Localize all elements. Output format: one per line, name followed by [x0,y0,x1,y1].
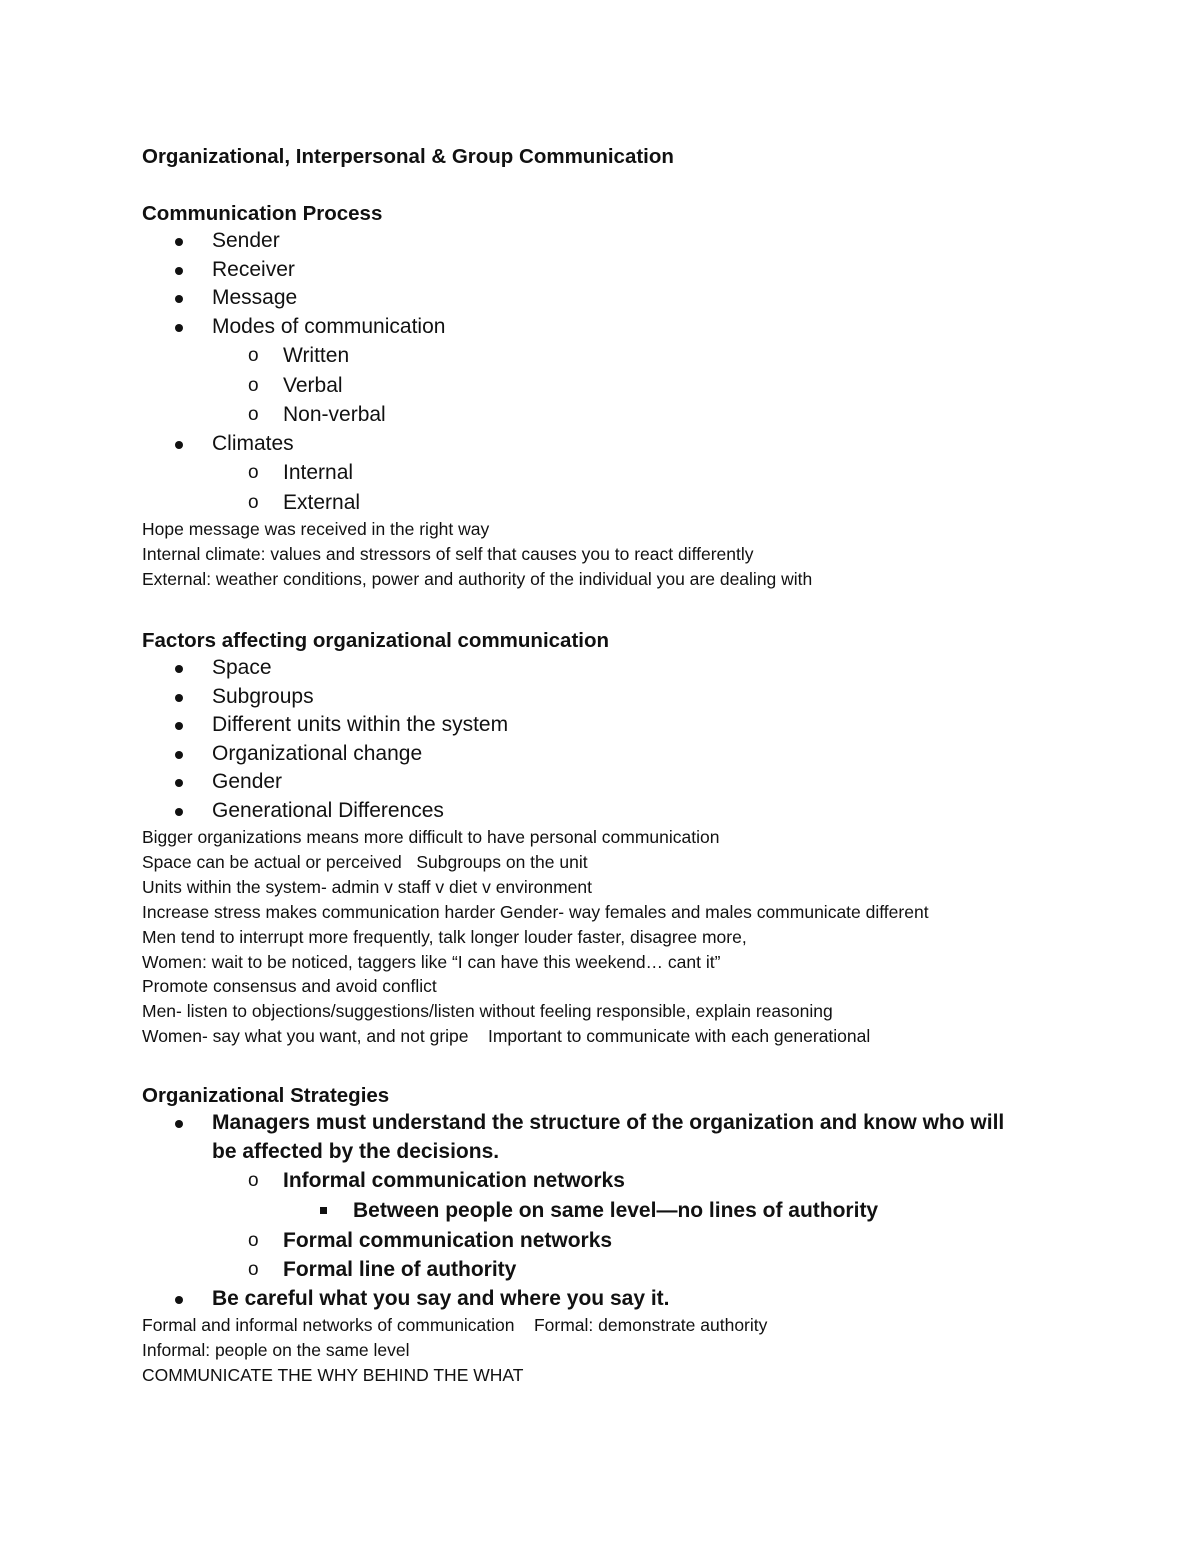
subsub-list [142,1196,1042,1226]
circle-bullet-icon: o [248,404,259,425]
bullet-icon [175,694,183,702]
subsub-list-item [142,1196,1042,1226]
note-line: Bigger organizations means more difficult to have personal communication [142,827,720,847]
list-item [142,683,1042,712]
note-line: Men tend to interrupt more frequently, talk longer louder faster, disagree more, [142,926,747,947]
bullet-list [142,654,1042,825]
document-title: Organizational, Interpersonal & Group Communication [142,145,674,168]
note-line: Increase stress makes communication harder Gender- way females and males communicate different [142,901,929,922]
list-item-label: Message [212,286,298,309]
sub-list-item [142,458,1042,488]
bullet-icon [175,665,183,673]
circle-bullet-icon: o [248,1170,259,1191]
circle-bullet-icon: o [248,345,259,366]
note-line: Women- say what you want, and not gripe Important to communicate with each generational [142,1026,871,1047]
sub-list-item-label: Formal line of authority [283,1258,517,1281]
notes-block [142,1313,1042,1388]
sub-list [142,1166,1042,1196]
bullet-icon [175,295,183,303]
bullet-list [142,430,1042,459]
section-heading: Communication Process [142,202,383,225]
list-item [142,740,1042,769]
note-line: Internal climate: values and stressors of self that causes you to react differently [142,543,754,564]
sub-list [142,341,1042,430]
list-item-label: Subgroups [212,684,314,708]
square-bullet-icon [320,1207,327,1214]
sub-list-item-label: Written [283,344,350,367]
list-item-label: Climates [212,431,294,455]
bullet-icon [175,1296,183,1304]
sub-list-item [142,1226,1042,1256]
note-line: Units within the system- admin v staff v diet v environment [142,876,592,897]
note-line: Informal: people on the same level [142,1339,410,1360]
note-line: External: weather conditions, power and authority of the individual you are dealing with [142,568,813,589]
sub-list-item-label: Formal communication networks [283,1228,613,1252]
list-item [142,654,1042,683]
bullet-list [142,1285,1042,1314]
list-item-label: Generational Differences [212,798,444,822]
sub-list-item [142,1166,1042,1196]
list-item [142,768,1042,797]
notes-block [142,517,1042,592]
bullet-icon [175,808,183,816]
list-item [142,430,1042,459]
sub-list-item-label: External [283,490,361,514]
sub-list-item [142,371,1042,401]
list-item [142,313,1042,342]
list-item [142,797,1042,826]
list-item [142,284,1042,313]
circle-bullet-icon: o [248,462,259,483]
list-item [142,256,1042,285]
sub-list-item [142,341,1042,371]
list-item [142,1109,1012,1166]
list-item-label: Managers must understand the structure of the organization and know who will be affected by the decisions. [212,1111,1005,1163]
bullet-icon [175,722,183,730]
section-heading: Factors affecting organizational communication [142,629,610,652]
list-item-label: Receiver [212,257,295,281]
bullet-icon [175,267,183,275]
sub-list-item-label: Non-verbal [283,403,386,426]
bullet-icon [175,441,183,449]
circle-bullet-icon: o [248,374,259,396]
section-communication-process [142,201,1042,592]
sub-list-item-label: Internal [283,461,354,484]
list-item-label: Organizational change [212,741,423,765]
sub-list-item-label: Informal communication networks [283,1169,625,1192]
list-item-label: Different units within the system [212,713,509,736]
list-item-label: Sender [212,229,280,252]
section-organizational-strategies [142,1083,1042,1388]
list-item-label: Modes of communication [212,314,446,338]
circle-bullet-icon: o [248,1259,259,1280]
subsub-list-item-label: Between people on same level—no lines of authority [353,1198,879,1222]
bullet-list [142,227,1042,341]
list-item [142,1285,1042,1314]
sub-list-item [142,400,1042,430]
bullet-icon [175,1120,183,1128]
note-line: COMMUNICATE THE WHY BEHIND THE WHAT [142,1364,524,1385]
note-line: Men- listen to objections/suggestions/listen without feeling responsible, explain reasoning [142,1001,833,1022]
circle-bullet-icon: o [248,1229,259,1251]
list-item [142,711,1042,740]
list-item-label: Be careful what you say and where you say it. [212,1286,670,1310]
list-item [142,227,1042,256]
note-line: Women: wait to be noticed, taggers like “I can have this weekend… cant it” [142,951,721,972]
note-line: Hope message was received in the right way [142,519,490,539]
circle-bullet-icon: o [248,491,259,513]
notes-block [142,825,1042,1049]
sub-list-item [142,488,1042,518]
sub-list [142,1226,1042,1285]
note-line: Promote consensus and avoid conflict [142,976,437,997]
section-factors [142,628,1042,1049]
bullet-icon [175,779,183,787]
list-item-label: Gender [212,770,283,793]
section-heading: Organizational Strategies [142,1084,390,1107]
bullet-icon [175,751,183,759]
sub-list-item [142,1255,1042,1285]
sub-list-item-label: Verbal [283,373,343,397]
bullet-icon [175,324,183,332]
bullet-list [142,1109,1042,1166]
sub-list [142,458,1042,517]
list-item-label: Space [212,656,272,679]
bullet-icon [175,238,183,246]
note-line: Formal and informal networks of communication Formal: demonstrate authority [142,1315,768,1335]
note-line: Space can be actual or perceived Subgroups on the unit [142,851,588,872]
